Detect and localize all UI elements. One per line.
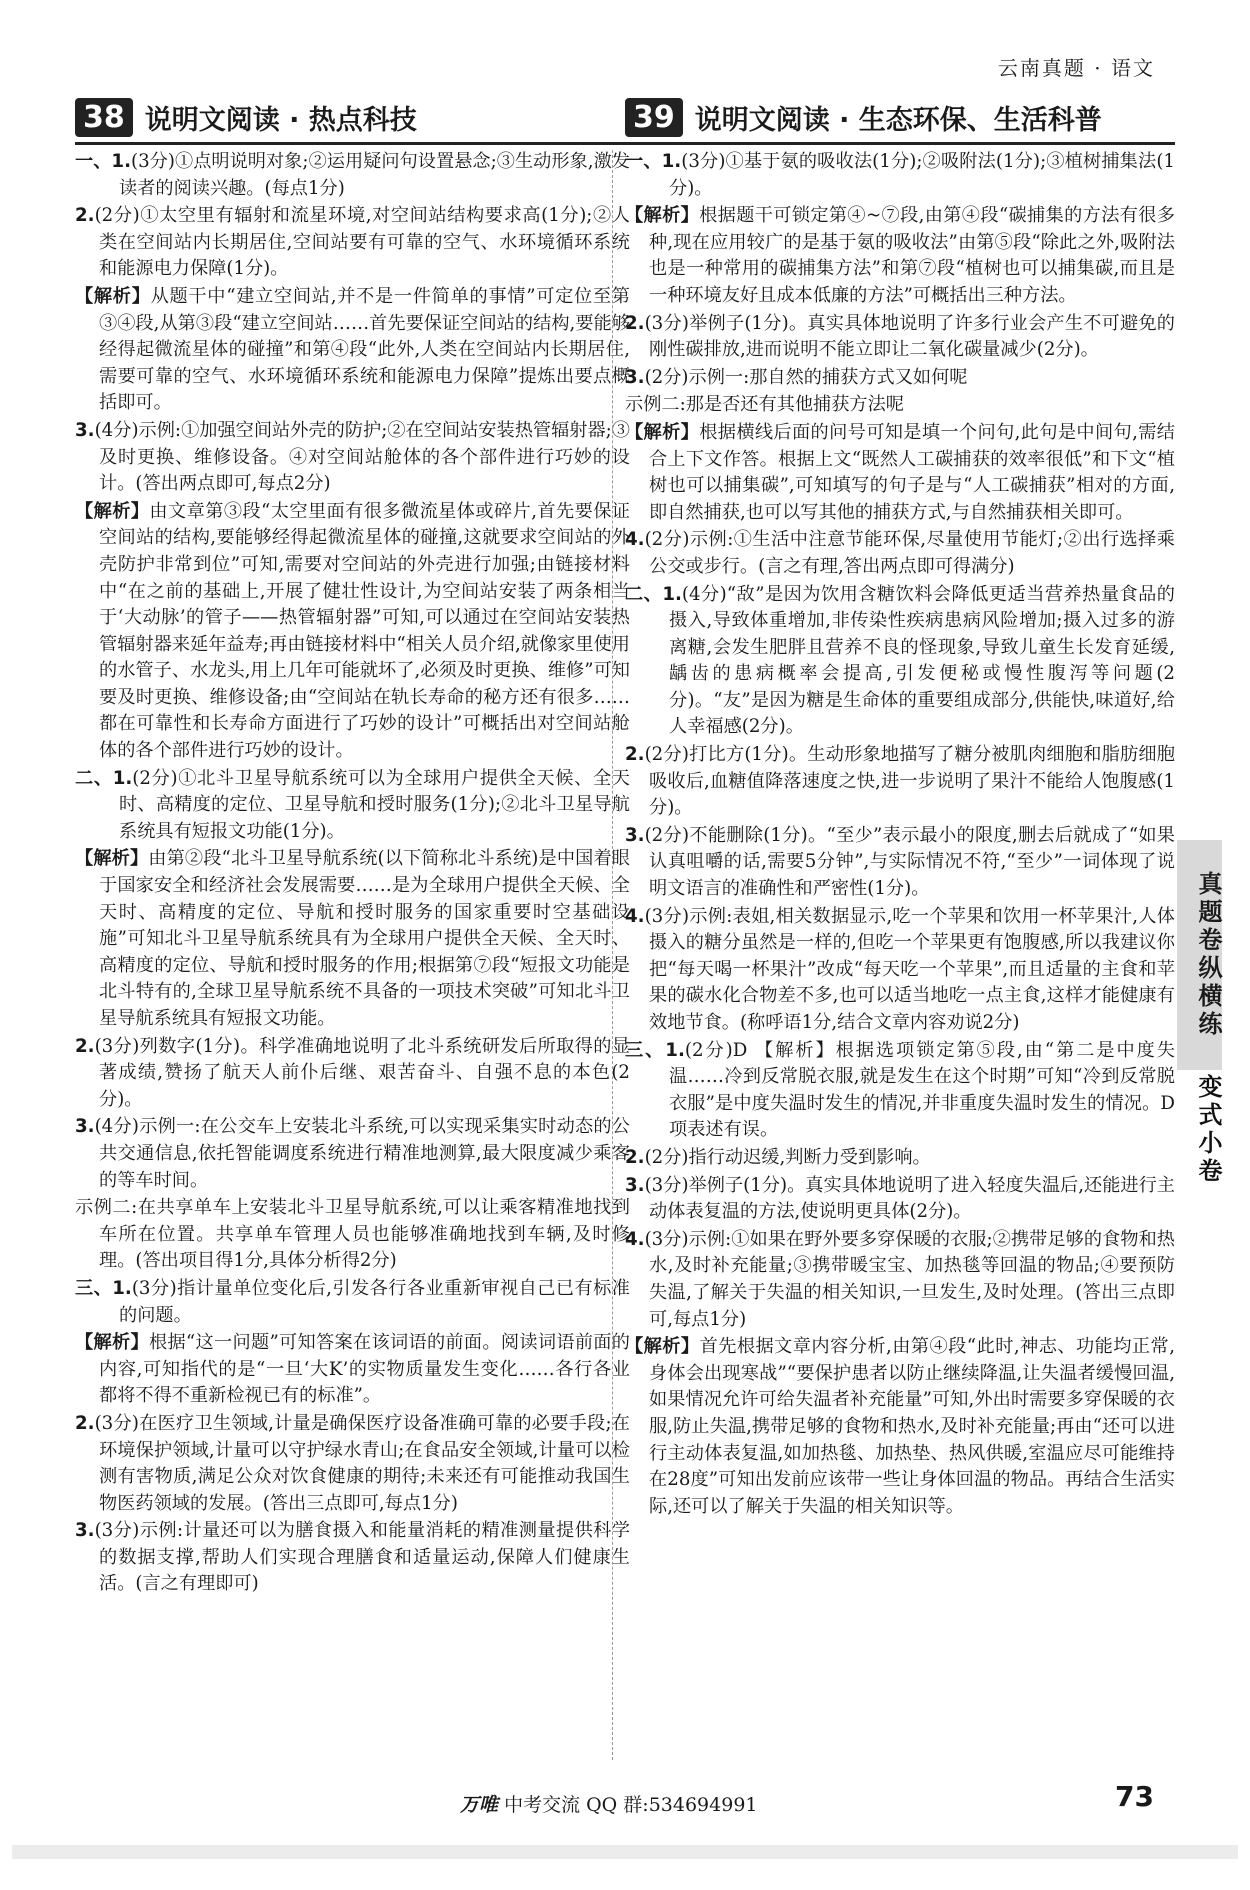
answer-label: 3.	[625, 1174, 645, 1196]
answer-text: (4分)“敌”是因为饮用含糖饮料会降低更适当营养热量食品的摄入,导致体重增加,非传染性疾病患病风险增加;摄入过多的游离糖,会发生肥胖且营养不良的怪现象,导致儿童生长发育延缓,龋齿的患病概率会提高,引发便秘或慢性腹泻等问题(2分)。“友”是因为糖是生命体的重要组成部分,供能快,味道好,给人幸福感(2分)。	[669, 583, 1175, 738]
answer-label: 3.	[625, 824, 645, 846]
answer-text: (4分)示例:①加强空间站外壳的防护;②在空间站安装热管辐射器;③及时更换、维修设备。④对空间站舱体的各个部件进行巧妙的设计。(答出两点即可,每点2分)	[94, 419, 630, 495]
answer-label: 2.	[625, 1146, 645, 1168]
answer-label: 【解析】	[75, 285, 151, 307]
footer-brand: 万唯	[460, 1794, 499, 1816]
answer-item	[625, 527, 1175, 580]
answer-item	[75, 203, 630, 283]
answer-item	[625, 742, 1175, 822]
answer-text: (2分)示例:①生活中注意节能环保,尽量使用节能灯;②出行选择乘公交或步行。(言之有理,答出两点即可得满分)	[644, 529, 1175, 577]
answer-item	[75, 1195, 630, 1275]
answer-text: (3分)示例:计量还可以为膳食摄入和能量消耗的精准测量提供科学的数据支撑,帮助人们实现合理膳食和适量运动,保障人们健康生活。(言之有理即可)	[94, 1520, 630, 1595]
answer-label: 【解析】	[75, 848, 149, 870]
answer-item	[75, 499, 630, 765]
header-brand: 云南真题 · 语文	[997, 56, 1155, 80]
section-39	[625, 92, 1175, 1521]
answer-label: 【解析】	[625, 1336, 700, 1358]
answer-label: 3.	[75, 1520, 95, 1542]
answer-item	[75, 846, 630, 1032]
column-divider	[612, 150, 613, 1760]
answer-label: 2.	[625, 744, 645, 766]
answer-text: (3分)在医疗卫生领域,计量是确保医疗设备准确可靠的必要手段;在环境保护领域,计量可以守护绿水青山;在食品安全领域,计量可以检测有害物质,满足公众对饮食健康的期待;未来还有可能推动我国生物医药领域的发展。(答出三点即可,每点1分)	[94, 1412, 630, 1514]
answer-label: 【解析】	[75, 1332, 149, 1354]
answer-label: 4.	[625, 529, 645, 551]
answer-text: (3分)示例:①如果在野外要多穿保暖的衣服;②携带足够的食物和热水,及时补充能量;③携带暖宝宝、加热毯等回温的物品;④要预防失温,了解关于失温的相关知识,一旦发生,及时处理。(答出三点即可,每点1分)	[644, 1228, 1175, 1330]
answer-label: 一、1.	[75, 151, 131, 172]
answer-item	[75, 1518, 630, 1598]
answer-text: 由文章第③段“太空里面有很多微流星体或碎片,首先要保证空间站的结构,要能够经得起微流星体的碰撞,这就要求空间站的外壳防护非常到位”可知,需要对空间站的外壳进行加强;由链接材料中“在之前的基础上,开展了健壮性设计,为空间站安装了两条相当于‘大动脉’的管子——热管辐射器”可知,可以通过在空间站安装热管辐射器来延年益寿;再由链接材料中“相关人员介绍,就像家里使用的水管子、水龙头,用上几年可能就坏了,必须及时更换、维修”可知要及时更换、维修设备;由“空间站在轨长寿命的秘方还有很多……都在可靠性和长寿命方面进行了巧妙的设计”可概括出对空间站舱体的各个部件进行巧妙的设计。	[99, 500, 630, 762]
answer-text: (2分)指行动迟缓,判断力受到影响。	[644, 1146, 931, 1168]
answer-text: (3分)列数字(1分)。科学准确地说明了北斗系统研发后所取得的显著成绩,赞扬了航天人前仆后继、艰苦奋斗、自强不息的本色(2分)。	[94, 1035, 630, 1110]
answer-text: 首先根据文章内容分析,由第④段“此时,神志、功能均正常,身体会出现寒战”“要保护患者以防止继续降温,让失温者缓慢回温,如果情况允许可给失温者补充能量”可知,外出时需要多穿保暖的衣服,防止失温,携带足够的食物和热水,及时补充能量;再由“还可以进行主动体表复温,如加热毯、加热垫、热风供暖,室温应尽可能维持在28度”可知出发前应该带一些让身体回温的物品。再结合生活实际,还可以了解关于失温的相关知识等。	[649, 1336, 1175, 1517]
answer-item	[75, 149, 630, 202]
answer-label: 2.	[75, 1412, 95, 1434]
answer-item	[75, 1276, 630, 1329]
section-title	[625, 92, 1175, 145]
answer-label: 2.	[625, 312, 645, 334]
answer-item	[625, 582, 1175, 742]
answer-list	[625, 149, 1175, 1520]
answer-item	[625, 823, 1175, 903]
answer-item	[75, 284, 630, 417]
answer-label: 二、1.	[75, 767, 133, 789]
answer-item	[75, 1034, 630, 1114]
answer-label: 4.	[625, 905, 645, 927]
answer-text: 从题干中“建立空间站,并不是一件简单的事情”可定位至第③④段,从第③段“建立空间站……首先要保证空间站的结构,要能够经得起微流星体的碰撞”和第④段“此外,人类在空间站内长期居住,需要可靠的空气、水环境循环系统和能源电力保障”提炼出要点概括即可。	[99, 285, 630, 414]
section-number: 39	[625, 98, 683, 137]
answer-text: (4分)示例一:在公交车上安装北斗系统,可以实现采集实时动态的公共交通信息,依托智能调度系统进行精准地测算,最大限度减少乘客的等车时间。	[94, 1116, 630, 1191]
answer-item	[625, 1227, 1175, 1333]
answer-label: 一、1.	[625, 151, 682, 172]
answer-item	[625, 311, 1175, 364]
answer-item	[625, 203, 1175, 309]
answer-list	[75, 149, 630, 1598]
section-heading: 说明文阅读 · 热点科技	[144, 104, 417, 136]
answer-text: (3分)举例子(1分)。真实具体地说明了许多行业会产生不可避免的刚性碳排放,进而说明不能立即让二氧化碳量减少(2分)。	[644, 312, 1175, 361]
answer-item	[625, 149, 1175, 202]
answer-label: 【解析】	[75, 500, 150, 522]
answer-label: 三、1.	[625, 1039, 685, 1061]
answer-item	[625, 1145, 1175, 1172]
section-number: 38	[75, 98, 133, 137]
answer-label: 三、1.	[75, 1277, 132, 1299]
answer-item	[625, 904, 1175, 1037]
footer-qq	[460, 1790, 758, 1817]
answer-label: 二、1.	[625, 583, 682, 605]
answer-text: 根据题干可锁定第④~⑦段,由第④段“碳捕集的方法有很多种,现在应用较广的是基于氨的吸收法”由第⑤段“除此之外,吸附法也是一种常用的碳捕集方法”和第⑦段“植树也可以捕集碳,而且是一种环境友好且成本低廉的方法”可概括出三种方法。	[649, 205, 1175, 306]
section-38	[75, 92, 630, 1599]
answer-label: 3.	[75, 419, 95, 441]
answer-text: (3分)①点明说明对象;②运用疑问句设置悬念;③生动形象,激发读者的阅读兴趣。(每点1分)	[119, 151, 630, 199]
answer-label: 2.	[75, 205, 95, 227]
answer-label: 2.	[75, 1035, 95, 1057]
section-title	[75, 92, 630, 145]
answer-item	[625, 392, 1175, 419]
answer-text: 示例二:在共享单车上安装北斗卫星导航系统,可以让乘客精准地找到车所在位置。共享单车管理人员也能够准确地找到车辆,及时修理。(答出项目得1分,具体分析得2分)	[75, 1197, 630, 1272]
answer-label: 3.	[625, 366, 645, 388]
answer-label: 【解析】	[625, 421, 700, 443]
page-number: 73	[1115, 1780, 1154, 1813]
answer-text: (3分)示例:表姐,相关数据显示,吃一个苹果和饮用一杯苹果汁,人体摄入的糖分虽然是一样的,但吃一个苹果更有饱腹感,所以我建议你把“每天喝一杯果汁”改成“每天吃一个苹果”,而且适量的主食和苹果的碳水化合物差不多,也可以适当地吃一点主食,这样才能健康有效地节食。(称呼语1分,结合文章内容劝说2分)	[644, 905, 1175, 1033]
answer-item	[75, 1330, 630, 1410]
answer-label: 3.	[75, 1116, 95, 1138]
side-tab-practice: 真题卷纵横练	[1177, 840, 1222, 1070]
answer-text: (2分)①北斗卫星导航系统可以为全球用户提供全天候、全天时、高精度的定位、卫星导航和授时服务(1分);②北斗卫星导航系统具有短报文功能(1分)。	[119, 767, 630, 842]
answer-item	[75, 418, 630, 498]
answer-text: (2分)D 【解析】根据选项锁定第⑤段,由“第二是中度失温……冷到反常脱衣服,就是发生在这个时期”可知“冷到反常脱衣服”是中度失温时发生的情况,并非重度失温时发生的情况。D项表述有误。	[669, 1039, 1175, 1141]
answer-text: (3分)举例子(1分)。真实具体地说明了进入轻度失温后,还能进行主动体表复温的方法,使说明更具体(2分)。	[644, 1174, 1175, 1223]
footer-qq-text: 中考交流 QQ 群:534694991	[504, 1794, 758, 1816]
answer-text: 由第②段“北斗卫星导航系统(以下简称北斗系统)是中国着眼于国家安全和经济社会发展需要……是为全球用户提供全天候、全天时、高精度的定位、导航和授时服务的国家重要时空基础设施”可知北斗卫星导航系统具有为全球用户提供全天候、全天时、高精度的定位、导航和授时服务的作用;根据第⑦段“短报文功能是北斗特有的,全球卫星导航系统不具备的一项技术突破”可知北斗卫星导航系统具有短报文功能。	[99, 848, 630, 1029]
answer-label: 【解析】	[625, 205, 700, 227]
answer-item	[75, 1411, 630, 1517]
answer-text: (2分)示例一:那自然的捕获方式又如何呢	[644, 366, 968, 388]
answer-text: (3分)①基于氨的吸收法(1分);②吸附法(1分);③植树捕集法(1分)。	[669, 151, 1175, 199]
answer-item	[625, 1334, 1175, 1520]
answer-item	[625, 365, 1175, 392]
answer-item	[75, 766, 630, 846]
answer-text: 示例二:那是否还有其他捕获方法呢	[625, 394, 904, 416]
section-heading: 说明文阅读 · 生态环保、生活科普	[694, 104, 1102, 136]
answer-text: 根据横线后面的问号可知是填一个问句,此句是中间句,需结合上下文作答。根据上文“既然人工碳捕获的效率很低”和下文“植树也可以捕集碳”,可知填写的句子是与“人工碳捕获”相对的方面,即自然捕获,也可以写其他的捕获方式,与自然捕获相关即可。	[649, 421, 1175, 523]
answer-item	[75, 1114, 630, 1194]
answer-text: (2分)不能删除(1分)。“至少”表示最小的限度,删去后就成了“如果认真咀嚼的话,需要5分钟”,与实际情况不符,“至少”一词体现了说明文语言的准确性和严密性(1分)。	[644, 824, 1175, 900]
answer-text: 根据“这一问题”可知答案在该词语的前面。阅读词语前面的内容,可知指代的是“一旦‘大K’的实物质量发生变化……各行各业都将不得不重新检视已有的标准”。	[99, 1332, 630, 1407]
answer-text: (2分)打比方(1分)。生动形象地描写了糖分被肌肉细胞和脂肪细胞吸收后,血糖值降落速度之快,进一步说明了果汁不能给人饱腹感(1分)。	[644, 744, 1175, 819]
side-tab-variant: 变式小卷	[1194, 1074, 1222, 1186]
answer-text: (3分)指计量单位变化后,引发各行各业重新审视自己已有标准的问题。	[119, 1277, 630, 1326]
answer-item	[625, 1038, 1175, 1144]
answer-item	[625, 420, 1175, 526]
answer-text: (2分)①太空里有辐射和流星环境,对空间站结构要求高(1分);②人类在空间站内长期居住,空间站要有可靠的空气、水环境循环系统和能源电力保障(1分)。	[94, 205, 630, 280]
bottom-strip	[12, 1845, 1238, 1859]
answer-label: 4.	[625, 1228, 645, 1250]
answer-item	[625, 1173, 1175, 1226]
